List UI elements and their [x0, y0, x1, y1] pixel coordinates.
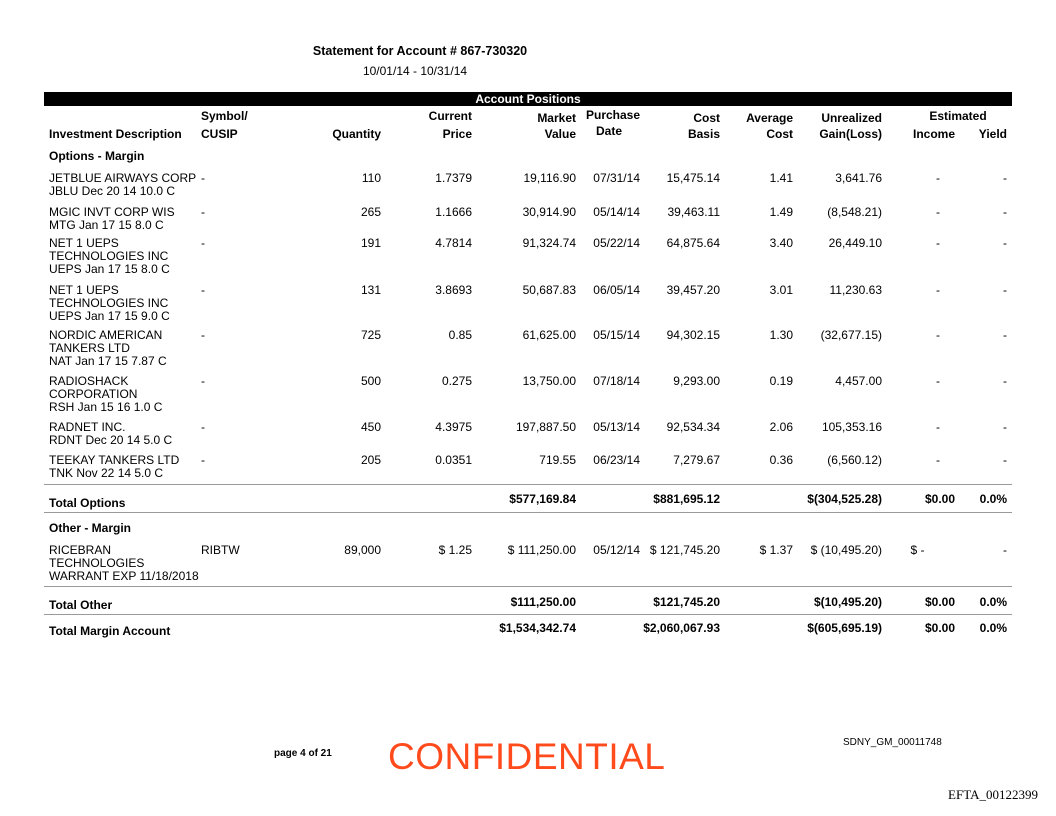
col-symbol-top: Symbol/ [201, 109, 248, 123]
cell-symbol: - [201, 171, 205, 185]
cell-quantity: 500 [360, 374, 381, 388]
cell-purchase-date: 06/23/14 [593, 453, 640, 467]
total-options-value: $577,169.84 [509, 492, 576, 506]
total-margin-basis: $2,060,067.93 [643, 621, 720, 635]
cell-price: 3.8693 [435, 283, 472, 297]
total-options-income: $0.00 [924, 492, 955, 506]
cell-price: $ 1.25 [438, 543, 472, 557]
cell-description-line: TNK Nov 22 14 5.0 C [49, 466, 164, 480]
cell-income: $ - [910, 543, 925, 557]
cell-gain-loss: 11,230.63 [829, 283, 882, 297]
cell-description-line: UEPS Jan 17 15 9.0 C [49, 309, 170, 323]
cell-description-line: RICEBRAN [49, 543, 112, 557]
col-value-top: Market [537, 111, 576, 125]
rule-other-top [44, 512, 1012, 513]
total-options-basis: $881,695.12 [653, 492, 720, 506]
col-avg-bottom: Cost [766, 127, 793, 141]
total-other-basis: $121,745.20 [653, 595, 720, 609]
cell-description-line: UEPS Jan 17 15 8.0 C [49, 262, 170, 276]
cell-description-line: TEEKAY TANKERS LTD [49, 453, 180, 467]
cell-quantity: 110 [361, 171, 381, 185]
cell-average-cost: 3.40 [769, 236, 793, 250]
col-description: Investment Description [49, 127, 182, 141]
total-margin-income: $0.00 [924, 621, 955, 635]
cell-market-value: 30,914.90 [522, 205, 576, 219]
col-quantity: Quantity [332, 127, 381, 141]
cell-market-value: 50,687.83 [522, 283, 576, 297]
cell-income: - [936, 453, 940, 467]
cell-description-line: NAT Jan 17 15 7.87 C [49, 354, 167, 368]
cell-price: 0.85 [448, 328, 472, 342]
total-margin-label: Total Margin Account [49, 624, 171, 638]
cell-purchase-date: 06/05/14 [593, 283, 640, 297]
cell-purchase-date: 05/13/14 [593, 420, 640, 434]
cell-quantity: 450 [360, 420, 381, 434]
cell-symbol: RIBTW [201, 543, 240, 557]
efta-number: EFTA_00122399 [948, 787, 1038, 802]
col-income: Income [912, 127, 955, 141]
cell-quantity: 265 [360, 205, 381, 219]
cell-income: - [936, 205, 940, 219]
statement-title: Statement for Account # 867-730320 [312, 44, 528, 58]
cell-purchase-date: 05/14/14 [593, 205, 640, 219]
col-value-bottom: Value [544, 127, 576, 141]
cell-income: - [936, 374, 940, 388]
cell-market-value: 197,887.50 [515, 420, 576, 434]
cell-quantity: 131 [360, 283, 381, 297]
cell-symbol: - [201, 453, 205, 467]
cell-yield: - [1003, 543, 1007, 557]
cell-cost-basis: 15,475.14 [666, 171, 720, 185]
cell-purchase-date: 07/31/14 [593, 171, 640, 185]
cell-market-value: 19,116.90 [523, 171, 576, 185]
total-margin-value: $1,534,342.74 [499, 621, 576, 635]
cell-yield: - [1003, 283, 1007, 297]
cell-gain-loss: 4,457.00 [835, 374, 882, 388]
total-options-label: Total Options [49, 496, 126, 510]
cell-description-line: MTG Jan 17 15 8.0 C [49, 218, 164, 232]
cell-gain-loss: $ (10,495.20) [810, 543, 882, 557]
cell-price: 1.7379 [435, 171, 472, 185]
cell-cost-basis: 94,302.15 [666, 328, 720, 342]
cell-description-line: RADNET INC. [49, 420, 126, 434]
cell-yield: - [1003, 453, 1007, 467]
cell-gain-loss: 105,353.16 [821, 420, 882, 434]
col-symbol-bottom: CUSIP [201, 127, 238, 141]
cell-average-cost: 1.49 [769, 205, 793, 219]
cell-income: - [936, 236, 940, 250]
rule-other [44, 586, 1012, 587]
cell-price: 0.275 [441, 374, 472, 388]
cell-description-line: NET 1 UEPS [49, 283, 119, 297]
cell-yield: - [1003, 328, 1007, 342]
options-heading: Options - Margin [49, 149, 145, 163]
cell-description-line: NET 1 UEPS [49, 236, 119, 250]
cell-symbol: - [201, 328, 205, 342]
cell-cost-basis: 92,534.34 [666, 420, 720, 434]
cell-cost-basis: $ 121,745.20 [649, 543, 720, 557]
cell-market-value: 61,625.00 [522, 328, 576, 342]
cell-gain-loss: (8,548.21) [827, 205, 882, 219]
total-margin-yield: 0.0% [979, 621, 1007, 635]
col-gain-top: Unrealized [821, 111, 882, 125]
cell-yield: - [1003, 420, 1007, 434]
col-date-bottom: Date [595, 124, 622, 138]
cell-symbol: - [201, 205, 205, 219]
cell-price: 0.0351 [435, 453, 472, 467]
cell-quantity: 205 [360, 453, 381, 467]
cell-description-line: JETBLUE AIRWAYS CORP [49, 171, 197, 185]
cell-market-value: 13,750.00 [522, 374, 576, 388]
cell-gain-loss: 26,449.10 [828, 236, 882, 250]
cell-symbol: - [201, 374, 205, 388]
bates-number: SDNY_GM_00011748 [843, 737, 942, 748]
cell-purchase-date: 05/15/14 [593, 328, 640, 342]
cell-description-line: TECHNOLOGIES [49, 556, 145, 570]
col-basis-bottom: Basis [687, 127, 720, 141]
cell-purchase-date: 07/18/14 [593, 374, 640, 388]
cell-yield: - [1003, 205, 1007, 219]
cell-description-line: WARRANT EXP 11/18/2018 [49, 569, 199, 583]
total-options-yield: 0.0% [979, 492, 1007, 506]
cell-price: 4.3975 [435, 420, 472, 434]
cell-yield: - [1003, 374, 1007, 388]
cell-income: - [936, 420, 940, 434]
cell-description-line: TANKERS LTD [49, 341, 130, 355]
cell-cost-basis: 9,293.00 [673, 374, 720, 388]
cell-yield: - [1003, 236, 1007, 250]
cell-symbol: - [201, 420, 205, 434]
total-other-income: $0.00 [924, 595, 955, 609]
cell-income: - [936, 171, 940, 185]
cell-description-line: RSH Jan 15 16 1.0 C [49, 400, 163, 414]
cell-symbol: - [201, 236, 205, 250]
cell-market-value: 91,324.74 [522, 236, 576, 250]
cell-description-line: MGIC INVT CORP WIS [49, 205, 175, 219]
cell-average-cost: 1.30 [769, 328, 793, 342]
total-other-yield: 0.0% [979, 595, 1007, 609]
col-estimated: Estimated [929, 109, 987, 123]
statement-period: 10/01/14 - 10/31/14 [362, 64, 468, 78]
cell-cost-basis: 7,279.67 [673, 453, 720, 467]
confidential-stamp: CONFIDENTIAL [388, 736, 666, 777]
cell-yield: - [1003, 171, 1007, 185]
cell-market-value: $ 111,250.00 [507, 543, 576, 557]
cell-purchase-date: 05/12/14 [593, 543, 640, 557]
col-basis-top: Cost [693, 111, 720, 125]
other-heading: Other - Margin [49, 521, 132, 535]
cell-average-cost: $ 1.37 [759, 543, 793, 557]
cell-symbol: - [201, 283, 205, 297]
cell-market-value: 719.55 [539, 453, 576, 467]
col-yield: Yield [978, 127, 1007, 141]
total-margin-gain: $(605,695.19) [807, 621, 882, 635]
cell-description-line: RADIOSHACK [49, 374, 129, 388]
cell-description-line: TECHNOLOGIES INC [49, 296, 169, 310]
rule-options [44, 484, 1012, 485]
cell-description-line: TECHNOLOGIES INC [49, 249, 169, 263]
cell-cost-basis: 39,463.11 [667, 205, 720, 219]
total-other-value: $111,250.00 [510, 595, 576, 609]
rule-margin-top [44, 614, 1012, 615]
total-options-gain: $(304,525.28) [807, 492, 882, 506]
total-other-gain: $(10,495.20) [813, 595, 882, 609]
cell-average-cost: 3.01 [769, 283, 793, 297]
cell-quantity: 89,000 [344, 543, 381, 557]
cell-price: 4.7814 [435, 236, 472, 250]
cell-description-line: NORDIC AMERICAN [49, 328, 163, 342]
cell-gain-loss: (6,560.12) [827, 453, 882, 467]
cell-description-line: CORPORATION [49, 387, 138, 401]
total-other-label: Total Other [49, 598, 113, 612]
cell-description-line: JBLU Dec 20 14 10.0 C [49, 184, 176, 198]
cell-cost-basis: 64,875.64 [666, 236, 720, 250]
col-avg-top: Average [746, 111, 793, 125]
col-gain-bottom: Gain(Loss) [819, 127, 882, 141]
cell-average-cost: 0.19 [769, 374, 793, 388]
cell-income: - [936, 328, 940, 342]
cell-income: - [936, 283, 940, 297]
cell-quantity: 191 [360, 236, 381, 250]
page-number: page 4 of 21 [274, 748, 332, 759]
cell-gain-loss: (32,677.15) [820, 328, 882, 342]
cell-description-line: RDNT Dec 20 14 5.0 C [49, 433, 173, 447]
cell-quantity: 725 [360, 328, 381, 342]
cell-cost-basis: 39,457.20 [666, 283, 720, 297]
col-price-top: Current [428, 109, 472, 123]
col-date-top: Purchase [585, 108, 641, 122]
section-band: Account Positions [44, 92, 1012, 106]
cell-average-cost: 2.06 [769, 420, 793, 434]
cell-average-cost: 1.41 [769, 171, 793, 185]
cell-gain-loss: 3,641.76 [835, 171, 882, 185]
col-price-bottom: Price [442, 127, 472, 141]
cell-purchase-date: 05/22/14 [593, 236, 640, 250]
cell-price: 1.1666 [435, 205, 472, 219]
cell-average-cost: 0.36 [769, 453, 793, 467]
